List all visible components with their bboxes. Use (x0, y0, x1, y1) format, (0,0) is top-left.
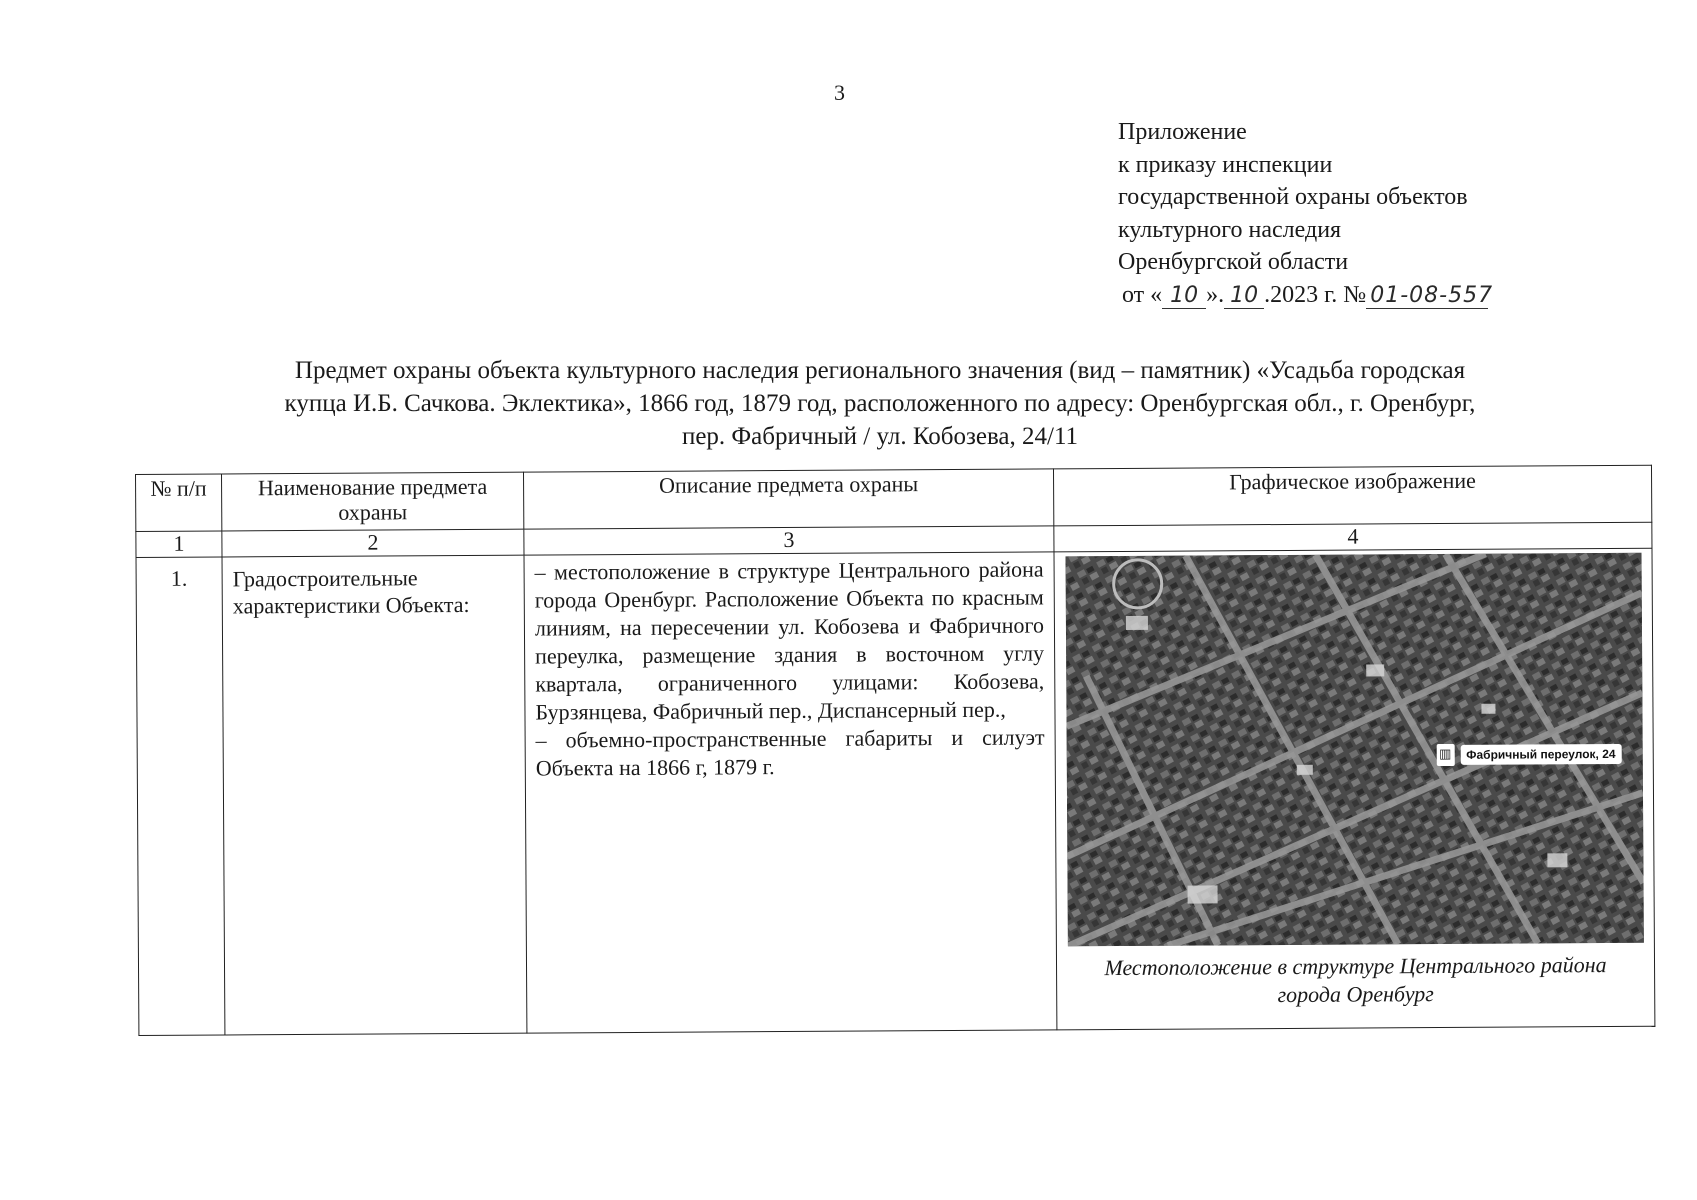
row-description (524, 552, 1057, 1033)
header-graphic: Графическое изображение (1053, 465, 1651, 526)
order-prefix: от « (1122, 281, 1163, 308)
header-name: Наименование предмета охраны (222, 472, 524, 531)
handwritten-month: 10 (1224, 284, 1264, 309)
map-caption (1067, 951, 1644, 1011)
map-label (1436, 743, 1621, 766)
handwritten-day: 10 (1162, 284, 1206, 309)
column-number: 3 (524, 526, 1054, 555)
satellite-map (1065, 553, 1643, 947)
order-reference (1118, 279, 1494, 312)
document-title (180, 354, 1580, 453)
row-name: Градостроительные характеристики Объекта: (222, 555, 527, 1035)
header-number: № п/п (136, 474, 222, 532)
appendix-line: государственной охраны объектов (1118, 184, 1468, 210)
map-label-text: Фабричный переулок, 24 (1460, 744, 1621, 765)
appendix-line: Оренбургской области (1118, 249, 1349, 275)
building-pin-icon: ▥ (1436, 744, 1454, 766)
order-mid: ». (1206, 281, 1225, 308)
title-line: пер. Фабричный / ул. Кобозева, 24/11 (681, 423, 1079, 450)
handwritten-order-number: 01-08-557 (1366, 284, 1488, 309)
protection-table (135, 465, 1655, 1036)
column-number: 1 (136, 531, 222, 558)
title-line: Предмет охраны объекта культурного наследия регионального значения (вид – памятник) «Усадьба городская (294, 357, 1466, 384)
header-row (136, 465, 1652, 531)
title-line: купца И.Б. Сачкова. Эклектика», 1866 год, 1879 год, расположенного по адресу: Оренбургская обл., г. Оренбург, (284, 390, 1476, 417)
caption-line: Местоположение в структуре Центрального района (1104, 952, 1607, 981)
description-paragraph: – местоположение в структуре Центрального района города Оренбург. Расположение Объекта по красным линиям, на пересечении ул. Кобозева и Фабричного переулка, размещение здания в восточном углу квартала, ограниченного улицами: Кобозева, Бурзянцева, Фабричный пер., Диспансерный пер., (534, 556, 1045, 725)
table-row (136, 548, 1655, 1035)
caption-line: города Оренбург (1277, 981, 1434, 1008)
appendix-line: к приказу инспекции (1118, 151, 1333, 178)
column-number: 2 (222, 529, 524, 557)
protection-table-wrap (135, 465, 1655, 1062)
appendix-block (1118, 116, 1494, 311)
order-year: .2023 г. № (1264, 281, 1367, 308)
column-number: 4 (1054, 522, 1652, 552)
description-paragraph: – объемно-пространственные габариты и силуэт Объекта на 1866 г, 1879 г. (535, 724, 1045, 781)
page-number: 3 (834, 80, 845, 105)
row-graphic (1054, 548, 1655, 1030)
appendix-line: Приложение (1118, 119, 1247, 145)
appendix-line: культурного наследия (1118, 216, 1342, 243)
header-description: Описание предмета охраны (523, 469, 1053, 529)
row-number: 1. (136, 557, 225, 1036)
